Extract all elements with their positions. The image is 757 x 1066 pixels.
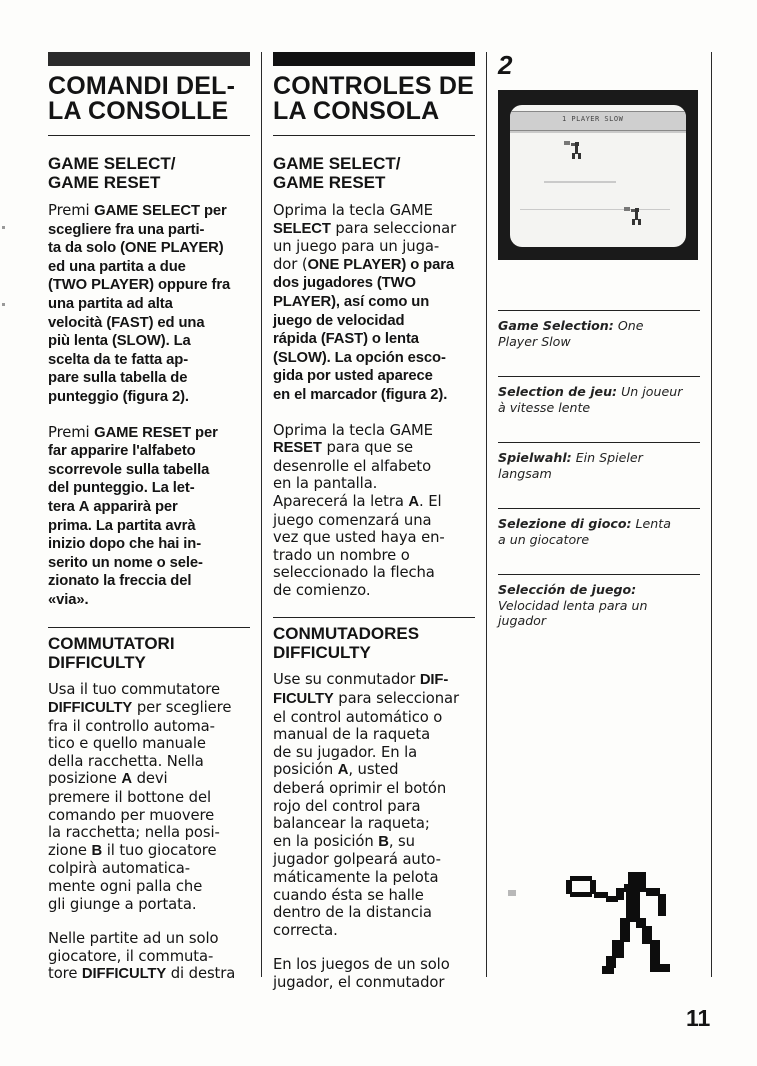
- caption-label: Selezione di gioco:: [498, 516, 632, 531]
- heading-line: COMMUTATORI: [48, 634, 175, 654]
- section-rule: [48, 627, 250, 628]
- italian-paragraph-single: Nelle partite ad un solo giocatore, il commuta- tore DIFFICULTY di destra: [48, 930, 236, 983]
- section-rule: [273, 617, 475, 618]
- title-line: LA CONSOLA: [273, 97, 440, 125]
- caption-french: [498, 384, 700, 415]
- spanish-column: [273, 52, 475, 992]
- heading-line: GAME SELECT/: [273, 154, 401, 173]
- caption-rule: [498, 376, 700, 377]
- caption-label: Selection de jeu:: [498, 384, 618, 399]
- caption-german: [498, 450, 700, 481]
- title-rule: [48, 135, 250, 136]
- caption-rule: [498, 508, 700, 509]
- caption-text: Velocidad lenta para un: [498, 597, 648, 613]
- figure-column: [498, 52, 700, 629]
- caption-text: Ein Spieler: [571, 450, 643, 465]
- italian-title: [48, 74, 250, 124]
- column-divider-3: [711, 52, 712, 977]
- column-divider-2: [486, 52, 487, 977]
- heading-line: CONMUTADORES: [273, 624, 420, 644]
- figure-number: 2: [498, 50, 513, 80]
- caption-text: jugador: [498, 613, 547, 628]
- title-line: COMANDI DEL-: [48, 72, 236, 100]
- heading-line: GAME RESET: [273, 173, 386, 192]
- caption-spanish: [498, 582, 700, 629]
- decorative-dot: [508, 890, 516, 896]
- spanish-paragraph-single: En los juegos de un solo jugador, el conmutador: [273, 956, 450, 991]
- column-divider-1: [261, 52, 262, 977]
- tennis-player-sprite-icon: [566, 870, 690, 978]
- caption-text: langsam: [498, 465, 552, 481]
- spanish-title: [273, 74, 475, 124]
- caption-text: One: [613, 318, 644, 333]
- italian-paragraph-reset: Premi GAME RESET per far apparire l'alfabeto scorrevole sulla tabella del punteggio. La let- tera A apparirà per prima. La partita avrà inizio dopo che hai in- serito un nome o sele- zionato la freccia del «via».: [48, 423, 218, 608]
- italian-paragraph-select: Premi GAME SELECT per scegliere fra una parti- ta da solo (ONE PLAYER) ed una partita a due (TWO PLAYER) oppure fra una partita ad alta velocità (FAST) ed una più lenta (SLOW). La scelta da te fatta ap- pare sulla tabella de punteggio (figura 2).: [48, 202, 231, 405]
- caption-text: a un giocatore: [498, 531, 590, 547]
- spanish-section-game-select: [273, 154, 475, 192]
- caption-rule: [498, 442, 700, 443]
- heading-line: GAME RESET: [48, 173, 161, 192]
- page-number: 11: [686, 1005, 711, 1031]
- tennis-player-top-icon: [562, 139, 588, 163]
- caption-rule: [498, 574, 700, 575]
- title-rule: [273, 135, 475, 136]
- tennis-player-bottom-icon: [622, 205, 648, 229]
- scan-mark: [2, 226, 5, 229]
- spanish-section-difficulty: [273, 624, 475, 662]
- italian-section-game-select: [48, 154, 250, 192]
- column-header-bar: [48, 52, 250, 66]
- column-header-bar: [273, 52, 475, 66]
- caption-label: Selección de juego:: [498, 582, 637, 597]
- caption-text: à vitesse lente: [498, 399, 591, 415]
- caption-italian: [498, 516, 700, 547]
- spanish-paragraph-select: Oprima la tecla GAME SELECT para seleccionar un juego para un juga- dor (ONE PLAYER) o para dos jugadores (TWO PLAYER), así como un juego de velocidad rápida (FAST) o lenta (SLOW). La opción esco- gida por usted aparece en el marcador (figura 2).: [273, 202, 457, 403]
- title-line: LA CONSOLLE: [48, 97, 229, 125]
- italian-section-difficulty: [48, 634, 250, 672]
- italian-paragraph-difficulty: Usa il tuo commutatore DIFFICULTY per scegliere fra il controllo automa- tico e quello manuale della racchetta. Nella posizione A devi premere il bottone del comando per muovere la racchetta; nella posi- zione B il tuo giocatore colpirà automatica- mente ogni palla che gli giunge a portata.: [48, 681, 232, 913]
- game-screen-figure: [498, 90, 698, 260]
- scoreboard-text: 1 PLAYER SLOW: [562, 115, 624, 123]
- heading-line: DIFFICULTY: [273, 643, 371, 663]
- caption-rule: [498, 310, 700, 311]
- caption-text: Lenta: [631, 516, 671, 531]
- caption-text: Player Slow: [498, 333, 571, 349]
- caption-label: Game Selection:: [498, 318, 614, 333]
- spanish-paragraph-difficulty: Use su conmutador DIF- FICULTY para seleccionar el control automático o manual de la raqueta de su jugador. En la posición A, usted deberá oprimir el botón rojo del control para balancear la raqueta; en la posición B, su jugador golpeará auto- máticamente la pelota cuando ésta se halle dentro de la distancia correcta.: [273, 671, 459, 939]
- heading-line: DIFFICULTY: [48, 653, 146, 673]
- court-line: [544, 181, 616, 183]
- caption-english: [498, 318, 700, 349]
- tv-screen: [510, 105, 686, 247]
- caption-text: Un joueur: [617, 384, 683, 399]
- caption-label: Spielwahl:: [498, 450, 572, 465]
- scoreboard: [510, 111, 686, 131]
- scan-mark: [2, 303, 5, 306]
- title-line: CONTROLES DE: [273, 72, 475, 100]
- heading-line: GAME SELECT/: [48, 154, 176, 173]
- italian-column: [48, 52, 250, 984]
- spanish-paragraph-reset: Oprima la tecla GAME RESET para que se desenrolle el alfabeto en la pantalla. Aparecerá la letra A. El juego comenzará una vez que usted haya en- trado un nombre o seleccionado la flecha de comienzo.: [273, 421, 445, 599]
- court-line: [510, 131, 686, 133]
